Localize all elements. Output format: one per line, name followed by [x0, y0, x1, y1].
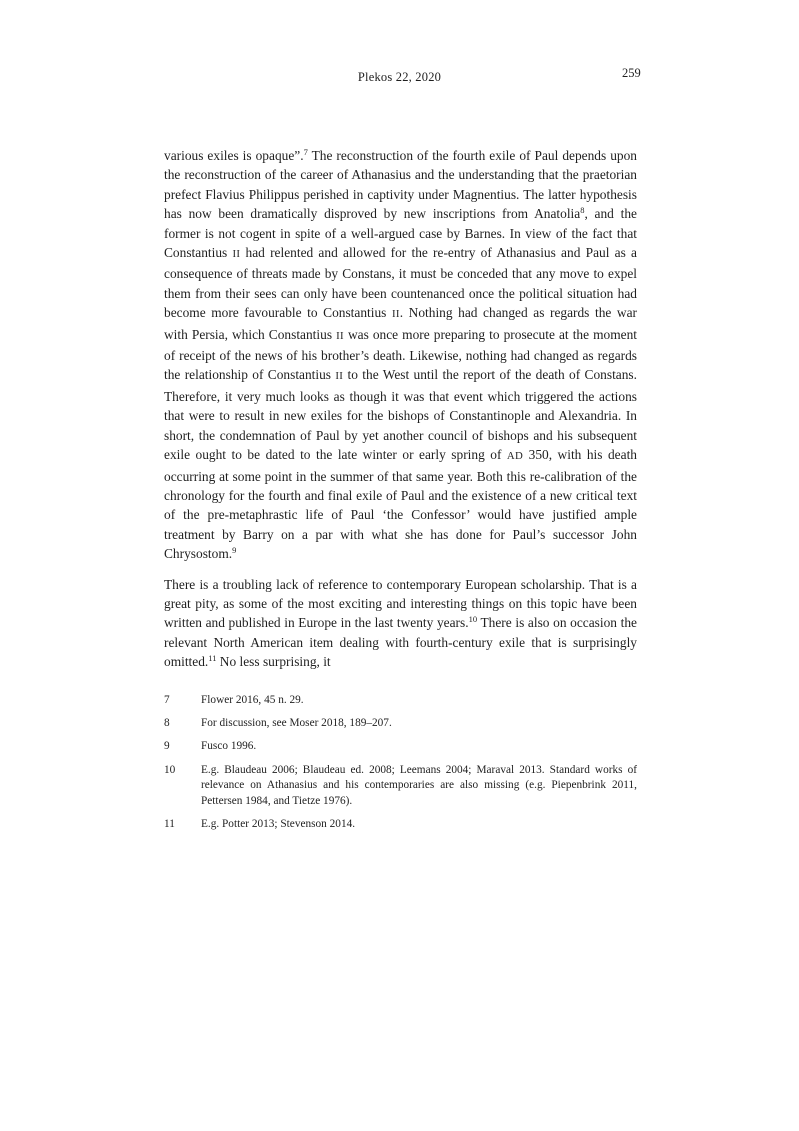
small-caps-text: II: [336, 329, 344, 342]
footnote-number: 10: [164, 763, 176, 776]
small-caps-text: AD: [506, 450, 524, 463]
footnote-number: 9: [164, 740, 170, 753]
small-caps-text: II: [391, 308, 400, 321]
footnote-reference: 8: [580, 205, 585, 216]
page-number: 259: [622, 66, 641, 80]
page-content: [164, 146, 637, 840]
small-caps-text: II: [335, 370, 344, 383]
footnote-reference: 7: [303, 147, 308, 157]
footnote-reference: 9: [232, 545, 237, 556]
body-paragraph: There is a troubling lack of reference to contemporary European scholarship. That is a great pity, as some of the most exciting and interesting things on this topic have been written and published in Europe in the last twenty years.$^{10}$ There is also on occasion the relevant North American item dealing with fourth-century exile that is surprisingly omitted.$^{11}$ No less surprising, it: [164, 576, 638, 670]
footnote-reference: 11: [208, 653, 217, 664]
page-header: [0, 0, 799, 100]
footnote-text: E.g. Potter 2013; Stevenson 2014.: [201, 818, 356, 830]
footnote-text: E.g. Blaudeau 2006; Blaudeau ed. 2008; Leemans 2004; Maraval 2013. Standard works of relevance on Athanasius and his contemporaries are also missing (e.g. Piepenbrink 2011, Pettersen 1984, and Tietze 1976).: [201, 763, 637, 807]
footnote-number: 7: [164, 693, 170, 706]
footnote: [164, 817, 637, 832]
footnote-number: 8: [164, 716, 170, 729]
footnote-section: [164, 693, 637, 833]
footnote: [164, 716, 637, 731]
footnote-number: 11: [164, 818, 175, 830]
small-caps-text: II: [232, 248, 241, 261]
footnote: [164, 763, 637, 809]
footnote: [164, 693, 637, 708]
footnote-text: Fusco 1996.: [201, 740, 257, 753]
journal-running-head: Plekos 22, 2020: [357, 70, 442, 84]
body-paragraph: various exiles is opaque”.$^7$ The reconstruction of the fourth exile of Paul depends upon the reconstruction of the career of Athanasius and the understanding that the praetorian prefect Flavius Philippus perished in captivity under Magnentius. The latter hypothesis has now been dramatically disproved by new inscriptions from Anatolia$^8$, and the former is not cogent in spite of a well-argued case by Barnes. In view of the fact that Constantius II had relented and allowed for the re-entry of Athanasius and Paul as a consequence of threats made by Constans, it must be conceded that any move to expel them from their sees can only have been countenanced once the political situation had become more favourable to Constantius II. Nothing had changed as regards the war with Persia, which Constantius II was once more preparing to prosecute at the moment of receipt of the news of his brother’s death. Likewise, nothing had changed as regards the relationship of Constantius II to the West until the report of the death of Constans. Therefore, it very much looks as though it was that event which triggered the actions that were to result in new exiles for the bishops of Constantinople and Alexandria. In short, the condemnation of Paul by yet another council of bishops and his subsequent exile ought to be dated to the late winter or early spring of AD 350, with his death occurring at some point in the summer of that same year. Both this re-calibration of the chronology for the fourth and final exile of Paul and the existence of a new critical text of the pre-metaphrastic life of Paul ‘the Confessor’ would have justified ample treatment by Barry on a par with what she has done for Paul’s successor John Chrysostom.$^9$: [164, 147, 637, 562]
body-text: [164, 146, 637, 672]
footnote-text: Flower 2016, 45 n. 29.: [201, 693, 304, 706]
footnote-reference: 10: [468, 614, 478, 625]
footnote: [164, 739, 637, 754]
footnote-text: For discussion, see Moser 2018, 189–207.: [201, 716, 392, 729]
